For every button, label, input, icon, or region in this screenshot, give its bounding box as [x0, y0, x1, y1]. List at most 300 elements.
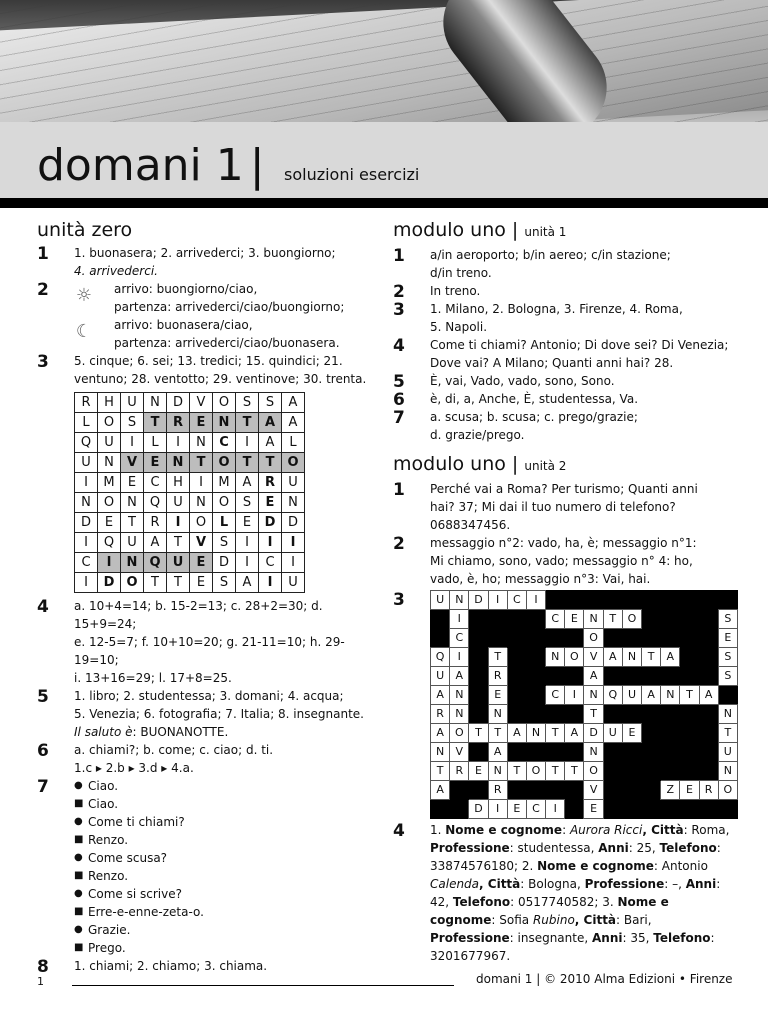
crossword2-cell: A — [431, 724, 450, 743]
crossword-cell: S — [213, 573, 236, 593]
crossword2-row — [431, 781, 738, 800]
crossword2-cell — [661, 724, 680, 743]
crossword-cell: N — [144, 393, 167, 413]
m2-exercise-1: 1 Perché vai a Roma? Per turismo; Quanti anni hai? 37; Mi dai il tuo numero di telefono? 0688347456. — [393, 480, 698, 532]
page-subtitle: soluzioni esercizi — [284, 165, 420, 184]
crossword-cell: T — [236, 453, 259, 473]
crossword2-cell — [507, 648, 526, 667]
crossword2-cell: I — [450, 610, 469, 629]
crossword2-cell: T — [680, 686, 699, 705]
crossword2-cell: C — [526, 800, 545, 819]
crossword-cell: E — [190, 413, 213, 433]
crossword2-cell: O — [450, 724, 469, 743]
crossword-cell: N — [98, 453, 121, 473]
crossword-cell: M — [213, 473, 236, 493]
crossword-cell: S — [236, 393, 259, 413]
crossword2-cell: C — [546, 686, 565, 705]
crossword-cell: R — [75, 393, 98, 413]
crossword-cell: N — [213, 413, 236, 433]
crossword2-cell: I — [546, 800, 565, 819]
bullet-icon: ■ — [74, 870, 84, 881]
crossword-cell: R — [259, 473, 282, 493]
crossword2-cell — [603, 762, 622, 781]
dialogue-text: Come si scrive? — [88, 887, 182, 901]
crossword2-cell — [622, 762, 641, 781]
crossword2-cell — [642, 591, 661, 610]
crossword-cell: I — [236, 433, 259, 453]
m2-exercise-3: 3 U N D I C I I C E N T O S C O E Q I T N O V A N T A S U A R A S A N E C I N Q U A N T A R N N T N A O T T A N T A D U E T N V A N U T R E N T O T T O N A R V Z E R O D I E C I E — [393, 590, 738, 819]
crossword2-cell: I — [488, 591, 507, 610]
crossword2-cell — [565, 800, 584, 819]
crossword-cell: O — [213, 393, 236, 413]
crossword2-cell: I — [565, 686, 584, 705]
crossword2-cell: Z — [661, 781, 680, 800]
crossword2-cell: N — [450, 705, 469, 724]
dialogue-line — [74, 831, 377, 849]
m1-exercise-6: 6 è, di, a, Anche, È, studentessa, Va. — [393, 390, 639, 410]
right-column — [393, 218, 738, 965]
crossword-cell: T — [259, 453, 282, 473]
crossword2-cell — [680, 762, 699, 781]
crossword2-cell — [699, 629, 718, 648]
crossword2-cell — [469, 648, 488, 667]
crossword2-cell — [661, 705, 680, 724]
crossword-cell: S — [213, 533, 236, 553]
bullet-icon: ■ — [74, 942, 84, 953]
crossword2-cell: A — [507, 724, 526, 743]
dialogue-line — [74, 921, 377, 939]
dialogue-line — [74, 849, 377, 867]
crossword2-cell — [642, 800, 661, 819]
crossword2-row — [431, 686, 738, 705]
crossword2-cell — [642, 610, 661, 629]
crossword2-cell — [603, 705, 622, 724]
footer-rule — [72, 985, 454, 986]
crossword-grid-unita-zero — [74, 392, 305, 593]
crossword2-cell — [661, 629, 680, 648]
moon-icon: ☾ — [75, 321, 93, 342]
m1-exercise-2: 2 In treno. — [393, 282, 481, 302]
crossword2-cell: T — [565, 762, 584, 781]
crossword-cell: R — [167, 413, 190, 433]
crossword2-cell: U — [622, 686, 641, 705]
crossword2-cell — [680, 705, 699, 724]
crossword2-cell — [661, 591, 680, 610]
crossword2-cell — [507, 629, 526, 648]
crossword2-cell — [565, 591, 584, 610]
crossword-cell: E — [236, 513, 259, 533]
crossword2-cell — [603, 781, 622, 800]
crossword2-cell — [661, 743, 680, 762]
crossword2-cell — [507, 686, 526, 705]
crossword2-cell: D — [469, 800, 488, 819]
crossword-cell: D — [282, 513, 305, 533]
crossword2-cell — [507, 705, 526, 724]
crossword2-cell: T — [546, 762, 565, 781]
bullet-icon: ● — [74, 888, 83, 899]
crossword2-cell — [699, 610, 718, 629]
dialogue-text: Erre-e-enne-zeta-o. — [88, 905, 204, 919]
crossword-cell: O — [213, 453, 236, 473]
crossword2-cell: T — [431, 762, 450, 781]
crossword-row — [75, 433, 305, 453]
crossword2-cell: V — [584, 648, 603, 667]
crossword2-cell — [699, 724, 718, 743]
dialogue-line — [74, 903, 377, 921]
crossword2-cell — [565, 781, 584, 800]
crossword2-cell — [526, 781, 545, 800]
crossword2-cell: T — [584, 705, 603, 724]
crossword-cell: C — [75, 553, 98, 573]
dialogue-text: Ciao. — [88, 797, 119, 811]
crossword2-cell: A — [431, 781, 450, 800]
crossword2-cell: U — [603, 724, 622, 743]
crossword2-cell: V — [584, 781, 603, 800]
dialogue-line — [74, 813, 377, 831]
crossword2-cell: I — [526, 591, 545, 610]
crossword2-cell: A — [661, 648, 680, 667]
crossword2-cell — [642, 781, 661, 800]
crossword-cell: E — [190, 553, 213, 573]
crossword2-cell — [718, 686, 737, 705]
crossword2-cell — [546, 591, 565, 610]
crossword2-cell: N — [661, 686, 680, 705]
crossword-cell: A — [236, 473, 259, 493]
title-rule — [0, 198, 768, 208]
crossword2-row — [431, 800, 738, 819]
crossword2-cell: N — [450, 591, 469, 610]
crossword-cell: D — [75, 513, 98, 533]
crossword-cell: E — [190, 573, 213, 593]
crossword2-cell: S — [718, 667, 737, 686]
dialogue-text: Renzo. — [88, 869, 129, 883]
crossword-row — [75, 493, 305, 513]
crossword2-cell — [622, 591, 641, 610]
crossword-cell: M — [98, 473, 121, 493]
crossword2-cell — [526, 686, 545, 705]
crossword2-cell — [603, 591, 622, 610]
crossword2-cell: N — [584, 743, 603, 762]
m1-exercise-3: 3 1. Milano, 2. Bologna, 3. Firenze, 4. Roma, 5. Napoli. — [393, 300, 683, 334]
crossword-cell: A — [259, 413, 282, 433]
crossword-cell: A — [259, 433, 282, 453]
crossword-cell: L — [144, 433, 167, 453]
crossword-cell: T — [167, 533, 190, 553]
crossword2-cell: A — [642, 686, 661, 705]
dialogue-text: Renzo. — [88, 833, 129, 847]
dialogue-line — [74, 867, 377, 885]
crossword-cell: I — [190, 473, 213, 493]
crossword-cell: I — [98, 553, 121, 573]
bullet-icon: ● — [74, 924, 83, 935]
crossword-cell: H — [98, 393, 121, 413]
section-heading-modulo-uno-2: modulo uno | unità 2 — [393, 453, 567, 475]
dialogue-text: Prego. — [88, 941, 126, 955]
crossword2-cell: N — [526, 724, 545, 743]
crossword2-cell: T — [603, 610, 622, 629]
crossword2-cell — [469, 781, 488, 800]
crossword2-row — [431, 629, 738, 648]
exercise-5: 5 1. libro; 2. studentessa; 3. domani; 4. acqua; 5. Venezia; 6. fotografia; 7. Italia; 8. insegnante. Il saluto è: BUONANOTTE. — [37, 687, 364, 739]
exercise-3: 3 5. cinque; 6. sei; 13. tredici; 15. quindici; 21. ventuno; 28. ventotto; 29. ventinove; 30. trenta. R H U N D V O S S A L O S T R E N T A A Q U I L I N C I A L U N V E N T O T T O I M E C H I M A R U N O N Q U N O S E N D E T R I O L E D D I Q U A T V S I I I C I N Q U E D I C I I D O T T E S A I U — [37, 352, 377, 593]
crossword-row — [75, 513, 305, 533]
crossword2-cell — [526, 667, 545, 686]
crossword2-cell — [699, 743, 718, 762]
crossword-cell: C — [213, 433, 236, 453]
crossword2-row — [431, 591, 738, 610]
crossword-row — [75, 413, 305, 433]
crossword2-cell: E — [622, 724, 641, 743]
crossword2-cell: N — [450, 686, 469, 705]
crossword2-cell: I — [488, 800, 507, 819]
crossword2-cell: R — [488, 667, 507, 686]
crossword2-cell: V — [450, 743, 469, 762]
crossword-cell: I — [259, 533, 282, 553]
crossword2-cell: N — [584, 686, 603, 705]
crossword2-cell — [642, 743, 661, 762]
crossword-cell: D — [213, 553, 236, 573]
exercise-6: 6 a. chiami?; b. come; c. ciao; d. ti. 1.c ▸ 2.b ▸ 3.d ▸ 4.a. — [37, 741, 274, 775]
crossword-cell: I — [75, 473, 98, 493]
crossword2-cell: S — [718, 648, 737, 667]
crossword-cell: O — [213, 493, 236, 513]
crossword2-cell — [699, 648, 718, 667]
crossword2-cell — [718, 800, 737, 819]
crossword2-cell: O — [622, 610, 641, 629]
bullet-icon: ● — [74, 780, 83, 791]
crossword-cell: S — [236, 493, 259, 513]
crossword-cell: T — [144, 413, 167, 433]
crossword2-cell: C — [450, 629, 469, 648]
crossword2-cell — [507, 610, 526, 629]
crossword2-cell: N — [718, 762, 737, 781]
crossword-cell: I — [282, 533, 305, 553]
crossword2-cell: E — [565, 610, 584, 629]
crossword2-row — [431, 610, 738, 629]
crossword-cell: N — [190, 433, 213, 453]
crossword-cell: I — [121, 433, 144, 453]
crossword2-cell — [699, 762, 718, 781]
crossword2-cell — [469, 610, 488, 629]
crossword2-cell — [450, 781, 469, 800]
crossword2-cell: N — [431, 743, 450, 762]
crossword2-cell — [622, 743, 641, 762]
crossword2-cell — [488, 629, 507, 648]
crossword-cell: O — [282, 453, 305, 473]
crossword2-cell: C — [546, 610, 565, 629]
crossword-cell: I — [282, 553, 305, 573]
crossword-cell: N — [190, 493, 213, 513]
crossword2-cell: A — [603, 648, 622, 667]
header-photo — [0, 0, 768, 122]
crossword2-cell — [565, 743, 584, 762]
crossword-cell: Q — [144, 493, 167, 513]
crossword-cell: V — [190, 393, 213, 413]
crossword-cell: L — [75, 413, 98, 433]
crossword2-cell — [680, 629, 699, 648]
crossword-cell: S — [259, 393, 282, 413]
crossword2-cell — [680, 591, 699, 610]
crossword2-row — [431, 724, 738, 743]
crossword2-cell — [622, 800, 641, 819]
crossword2-cell — [469, 629, 488, 648]
crossword2-cell — [622, 667, 641, 686]
crossword2-cell — [642, 667, 661, 686]
crossword2-cell — [642, 705, 661, 724]
dialogue-text: Come ti chiami? — [88, 815, 185, 829]
crossword2-cell — [622, 781, 641, 800]
crossword2-cell — [565, 629, 584, 648]
page-title: domani 1 | — [37, 140, 265, 191]
crossword-row — [75, 573, 305, 593]
m2-exercise-4: 4 1. Nome e cognome: Aurora Ricci, Città: Roma, Professione: studentessa, Anni: 25, Telefono: 33874576180; 2. Nome e cognome: Antonio Calenda, Città: Bologna, Professione: –, Anni: 42, Telefono: 0517740582; 3. Nome e cognome: Sofia Rubino, Città: Bari, Professione: insegnante, Anni: 35, Telefono: 3201677967. — [393, 821, 730, 963]
crossword2-cell: N — [622, 648, 641, 667]
crossword2-cell — [680, 724, 699, 743]
crossword-cell: D — [98, 573, 121, 593]
crossword-cell: I — [167, 513, 190, 533]
crossword2-cell — [622, 629, 641, 648]
crossword-cell: O — [190, 513, 213, 533]
crossword-cell: A — [282, 413, 305, 433]
crossword2-cell: E — [584, 800, 603, 819]
crossword2-cell — [699, 800, 718, 819]
crossword-cell: I — [75, 533, 98, 553]
crossword-row — [75, 553, 305, 573]
crossword2-cell — [507, 667, 526, 686]
crossword2-cell: S — [718, 610, 737, 629]
crossword2-cell — [431, 629, 450, 648]
crossword2-row — [431, 667, 738, 686]
crossword2-cell — [526, 610, 545, 629]
crossword2-cell: O — [584, 629, 603, 648]
crossword-cell: C — [144, 473, 167, 493]
crossword-cell: R — [144, 513, 167, 533]
crossword2-cell: A — [584, 667, 603, 686]
crossword2-cell — [699, 705, 718, 724]
crossword-cell: U — [121, 393, 144, 413]
crossword-cell: A — [236, 573, 259, 593]
crossword2-cell — [526, 648, 545, 667]
m1-exercise-4: 4 Come ti chiami? Antonio; Di dove sei? Di Venezia; Dove vai? A Milano; Quanti anni hai? 28. — [393, 336, 729, 370]
crossword-cell: H — [167, 473, 190, 493]
crossword2-cell: T — [718, 724, 737, 743]
crossword-cell: N — [121, 553, 144, 573]
crossword2-cell: A — [699, 686, 718, 705]
crossword2-cell: N — [546, 648, 565, 667]
crossword2-cell — [526, 705, 545, 724]
crossword-cell: I — [259, 573, 282, 593]
crossword2-cell — [661, 762, 680, 781]
crossword2-cell — [603, 629, 622, 648]
crossword2-cell: A — [431, 686, 450, 705]
footer-credit: domani 1 | © 2010 Alma Edizioni • Firenze — [476, 972, 733, 986]
crossword-cell: U — [75, 453, 98, 473]
crossword-cell: Q — [144, 553, 167, 573]
crossword2-cell — [584, 591, 603, 610]
crossword2-cell — [699, 591, 718, 610]
crossword2-cell: Q — [431, 648, 450, 667]
crossword2-cell — [431, 610, 450, 629]
dialogue-list — [74, 777, 377, 957]
bullet-icon: ■ — [74, 834, 84, 845]
bullet-icon: ● — [74, 852, 83, 863]
dialogue-line — [74, 795, 377, 813]
crossword2-cell: N — [718, 705, 737, 724]
crossword-cell: I — [236, 553, 259, 573]
crossword2-row — [431, 648, 738, 667]
crossword-cell: I — [236, 533, 259, 553]
crossword2-cell: U — [431, 591, 450, 610]
crossword2-cell: N — [488, 762, 507, 781]
crossword2-cell — [488, 610, 507, 629]
crossword2-cell — [603, 667, 622, 686]
crossword2-cell — [546, 667, 565, 686]
crossword-row — [75, 453, 305, 473]
crossword-cell: D — [167, 393, 190, 413]
exercise-1: 1 1. buonasera; 2. arrivederci; 3. buongiorno; 4. arrivederci. — [37, 244, 336, 278]
crossword2-cell: T — [469, 724, 488, 743]
crossword-row — [75, 393, 305, 413]
crossword2-cell — [526, 629, 545, 648]
crossword2-cell: D — [469, 591, 488, 610]
crossword2-cell: N — [584, 610, 603, 629]
crossword2-cell: O — [718, 781, 737, 800]
crossword2-cell: D — [584, 724, 603, 743]
crossword2-cell: R — [488, 781, 507, 800]
crossword-cell: N — [167, 453, 190, 473]
crossword-cell: N — [282, 493, 305, 513]
crossword2-cell — [680, 648, 699, 667]
crossword-cell: N — [121, 493, 144, 513]
crossword2-cell — [565, 705, 584, 724]
crossword-cell: T — [190, 453, 213, 473]
crossword2-cell — [622, 705, 641, 724]
crossword2-cell: A — [565, 724, 584, 743]
crossword2-cell: E — [718, 629, 737, 648]
crossword2-cell — [642, 724, 661, 743]
crossword2-row — [431, 705, 738, 724]
crossword2-cell: T — [507, 762, 526, 781]
crossword2-row — [431, 743, 738, 762]
crossword-cell: I — [75, 573, 98, 593]
crossword2-cell — [546, 705, 565, 724]
crossword2-cell: A — [450, 667, 469, 686]
crossword2-cell — [642, 629, 661, 648]
crossword2-cell — [546, 743, 565, 762]
crossword-cell: U — [282, 573, 305, 593]
crossword2-cell — [450, 800, 469, 819]
crossword2-cell — [507, 781, 526, 800]
crossword-cell: L — [282, 433, 305, 453]
crossword-row — [75, 473, 305, 493]
bullet-icon: ■ — [74, 798, 84, 809]
crossword2-cell: Q — [603, 686, 622, 705]
crossword2-cell — [661, 610, 680, 629]
crossword-cell: C — [259, 553, 282, 573]
crossword-cell: T — [167, 573, 190, 593]
exercise-7: 7 ● Ciao. ■ Ciao. ● Come ti chiami? ■ Renzo. ● Come scusa? ■ Renzo. ● Come si scrive? ■ Erre-e-enne-zeta-o. ● Grazie. ■ Prego. — [37, 777, 377, 957]
crossword2-cell: O — [584, 762, 603, 781]
crossword2-cell — [603, 800, 622, 819]
crossword-cell: T — [236, 413, 259, 433]
crossword2-cell — [680, 610, 699, 629]
crossword-cell: V — [121, 453, 144, 473]
crossword-cell: E — [98, 513, 121, 533]
m2-exercise-2: 2 messaggio n°2: vado, ha, è; messaggio n°1: Mi chiamo, sono, vado; messaggio n° 4: ho, vado, è, ho; messaggio n°3: Vai, hai. — [393, 534, 697, 586]
crossword-cell: L — [213, 513, 236, 533]
left-column — [37, 218, 377, 975]
crossword-cell: Q — [75, 433, 98, 453]
